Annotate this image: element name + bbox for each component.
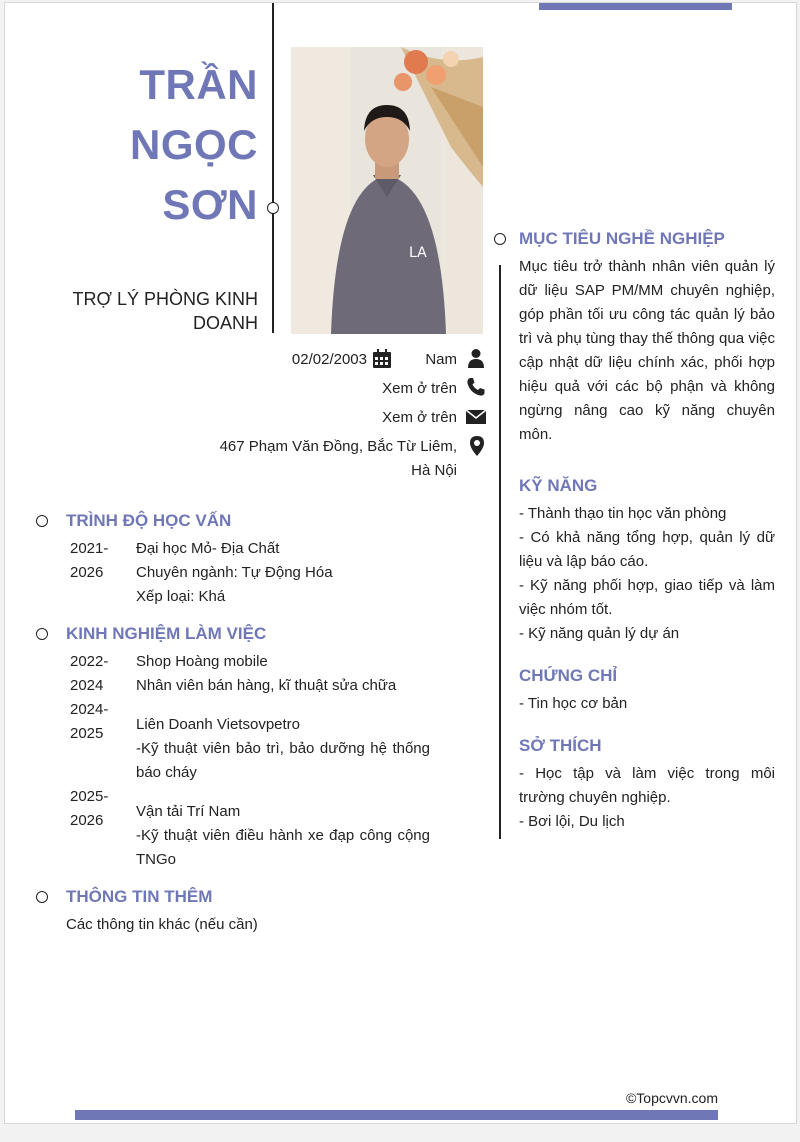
right-column-divider — [499, 265, 501, 839]
hobbies-title: SỞ THÍCH — [519, 736, 602, 755]
job-position: TRỢ LÝ PHÒNG KINH DOANH — [72, 289, 258, 333]
exp3-company: Vận tải Trí Nam — [136, 803, 241, 820]
education-title: TRÌNH ĐỘ HỌC VẤN — [66, 511, 232, 530]
additional-text: Các thông tin khác (nếu cần) — [66, 916, 258, 933]
skills-title: KỸ NĂNG — [519, 476, 598, 495]
address-line-2: Hà Nội — [411, 462, 457, 479]
profile-photo — [291, 47, 483, 334]
exp3-year-start: 2025- — [70, 788, 109, 805]
education-major: Chuyên ngành: Tự Động Hóa — [136, 564, 333, 581]
education-year-end: 2026 — [70, 564, 104, 581]
svg-text:LA: LA — [409, 245, 427, 261]
exp2-year-end: 2025 — [70, 725, 104, 742]
certificates-title: CHỨNG CHỈ — [519, 666, 618, 685]
timeline-dot-additional — [36, 891, 48, 903]
exp2-role: -Kỹ thuật viên bảo trì, bảo dưỡng hệ thống báo cháy — [136, 740, 430, 781]
timeline-dot-objective — [494, 233, 506, 245]
exp3-year-end: 2026 — [70, 812, 104, 829]
name-line-1: TRẦN — [139, 61, 258, 108]
address-line-1: 467 Phạm Văn Đồng, Bắc Từ Liêm, — [219, 438, 457, 455]
gender-value: Nam — [425, 351, 457, 368]
timeline-dot-name — [267, 202, 279, 214]
hobby-item-1: - Học tập và làm việc trong môi trường chuyên nghiệp. — [519, 765, 775, 806]
education-grade: Xếp loại: Khá — [136, 588, 226, 605]
envelope-icon — [465, 407, 487, 427]
timeline-dot-education — [36, 515, 48, 527]
exp3-role: -Kỹ thuật viên điều hành xe đạp công cộng TNGo — [136, 827, 430, 868]
email-value: Xem ở trên — [382, 409, 457, 426]
exp1-company: Shop Hoàng mobile — [136, 653, 268, 670]
exp1-year-end: 2024 — [70, 677, 104, 694]
phone-value: Xem ở trên — [382, 380, 457, 397]
name-line-2: NGỌC — [130, 121, 258, 168]
skill-item-1: - Thành thạo tin học văn phòng — [519, 505, 727, 522]
skill-item-3: - Kỹ năng phối hợp, giao tiếp và làm việc nhóm tốt. — [519, 577, 775, 618]
bottom-accent-bar — [75, 1110, 718, 1120]
exp2-year-start: 2024- — [70, 701, 109, 718]
objective-title: MỤC TIÊU NGHỀ NGHIỆP — [519, 229, 725, 248]
map-pin-icon — [467, 435, 487, 455]
objective-text: Mục tiêu trở thành nhân viên quản lý dữ liệu SAP PM/MM chuyên nghiệp, góp phần tối ưu công tác quản lý bảo trì và phụ tùng thay thế thông qua việc cập nhật dữ liệu chính xác, phối hợp hiệu quả với các bộ phận và không ngừng nâng cao kỹ năng chuyên môn. — [519, 258, 775, 443]
phone-icon — [466, 377, 486, 397]
education-school: Đại học Mỏ- Địa Chất — [136, 540, 280, 557]
exp1-role: Nhân viên bán hàng, kĩ thuật sửa chữa — [136, 677, 397, 694]
experience-title: KINH NGHIỆM LÀM VIỆC — [66, 624, 267, 643]
footer-copyright[interactable]: ©Topcvvn.com — [625, 1090, 718, 1106]
exp1-year-start: 2022- — [70, 653, 109, 670]
certificate-item-1: - Tin học cơ bản — [519, 695, 628, 712]
exp2-company: Liên Doanh Vietsovpetro — [136, 716, 301, 733]
cv-page — [4, 2, 797, 1124]
birthday-value: 02/02/2003 — [291, 351, 367, 368]
user-icon — [466, 348, 486, 368]
timeline-dot-experience — [36, 628, 48, 640]
header-divider — [272, 3, 274, 333]
skill-item-4: - Kỹ năng quản lý dự án — [519, 625, 680, 642]
hobby-item-2: - Bơi lội, Du lịch — [519, 813, 625, 830]
calendar-icon — [372, 349, 392, 369]
top-accent-bar — [539, 3, 732, 10]
additional-title: THÔNG TIN THÊM — [66, 887, 213, 906]
education-year-start: 2021- — [70, 540, 109, 557]
name-line-3: SƠN — [162, 181, 258, 228]
skill-item-2: - Có khả năng tổng hợp, quản lý dữ liệu và lập báo cáo. — [519, 529, 775, 570]
